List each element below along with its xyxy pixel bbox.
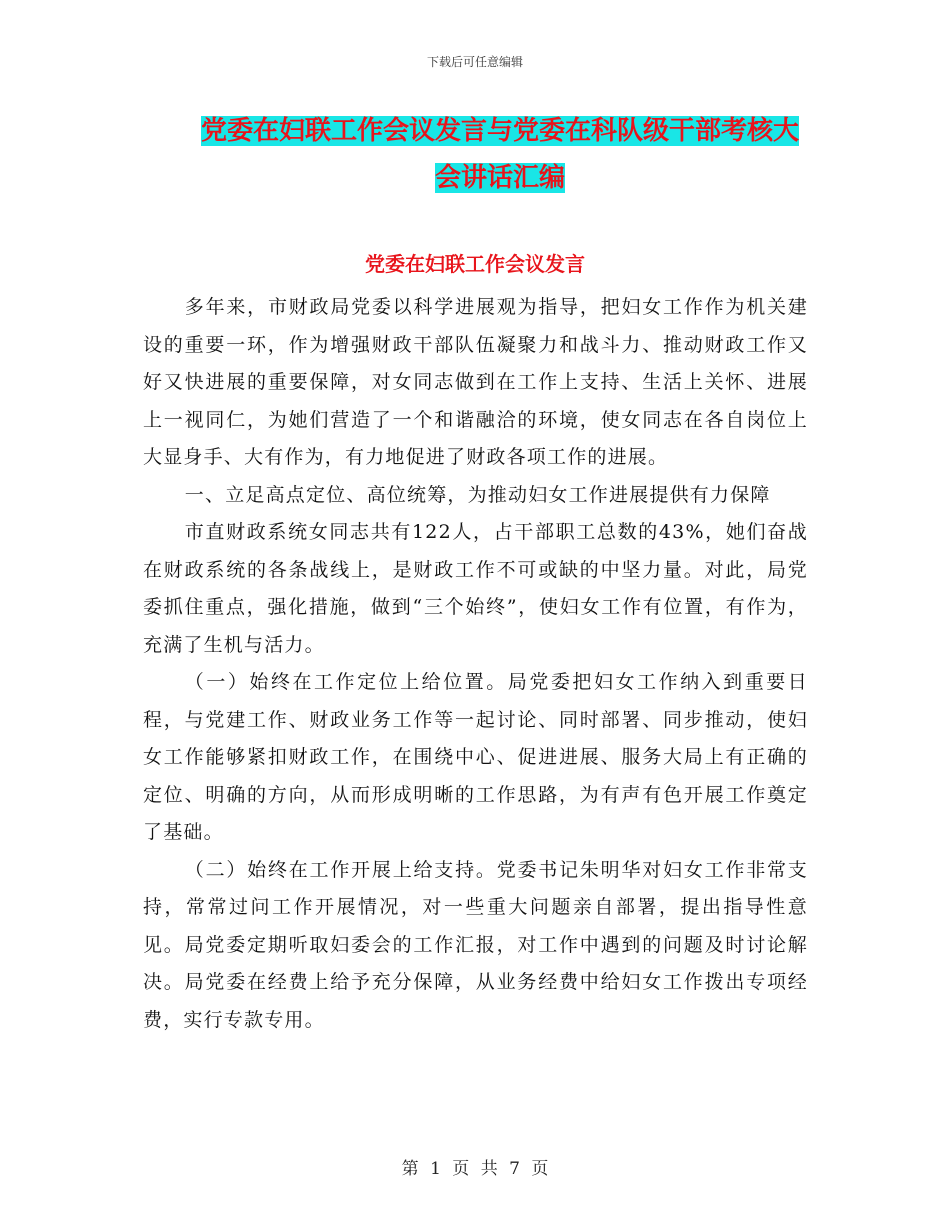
- document-title: [190, 108, 810, 202]
- paragraph: 多年来，市财政局党委以科学进展观为指导，把妇女工作作为机关建设的重要一环，作为增强财政干部队伍凝聚力和战斗力、推动财政工作又好又快进展的重要保障，对女同志做到在工作上支持、生活上关怀、进展上一视同仁，为她们营造了一个和谐融洽的环境，使女同志在各自岗位上大显身手、大有作为，有力地促进了财政各项工作的进展。: [143, 296, 808, 468]
- section-title: 党委在妇联工作会议发言: [365, 252, 585, 276]
- paragraph: （一）始终在工作定位上给位置。局党委把妇女工作纳入到重要日程，与党建工作、财政业务工作等一起讨论、同时部署、同步推动，使妇女工作能够紧扣财政工作，在围绕中心、促进进展、服务大局上有正确的定位、明确的方向，从而形成明晰的工作思路，为有声有色开展工作奠定了基础。: [143, 671, 808, 843]
- header-note: 下载后可任意编辑: [426, 55, 523, 69]
- paragraph: 市直财政系统女同志共有122人，占干部职工总数的43%，她们奋战在财政系统的各条战线上，是财政工作不可或缺的中坚力量。对此，局党委抓住重点，强化措施，做到“三个始终”，使妇女工作有位置，有作为，充满了生机与活力。: [143, 521, 808, 656]
- document-body: [143, 289, 808, 1039]
- paragraph: （二）始终在工作开展上给支持。党委书记朱明华对妇女工作非常支持，常常过问工作开展情况，对一些重大问题亲自部署，提出指导性意见。局党委定期听取妇委会的工作汇报，对工作中遇到的问题及时讨论解决。局党委在经费上给予充分保障，从业务经费中给妇女工作拨出专项经费，实行专款专用。: [143, 858, 808, 1031]
- paragraph: 一、立足高点定位、高位统筹，为推动妇女工作进展提供有力保障: [184, 483, 771, 506]
- page-number-footer: 第 1 页 共 7 页: [401, 1159, 549, 1179]
- document-title-line-1: 党委在妇联工作会议发言与党委在科队级干部考核大: [200, 116, 799, 146]
- document-title-line-2: 会讲话汇编: [434, 163, 565, 193]
